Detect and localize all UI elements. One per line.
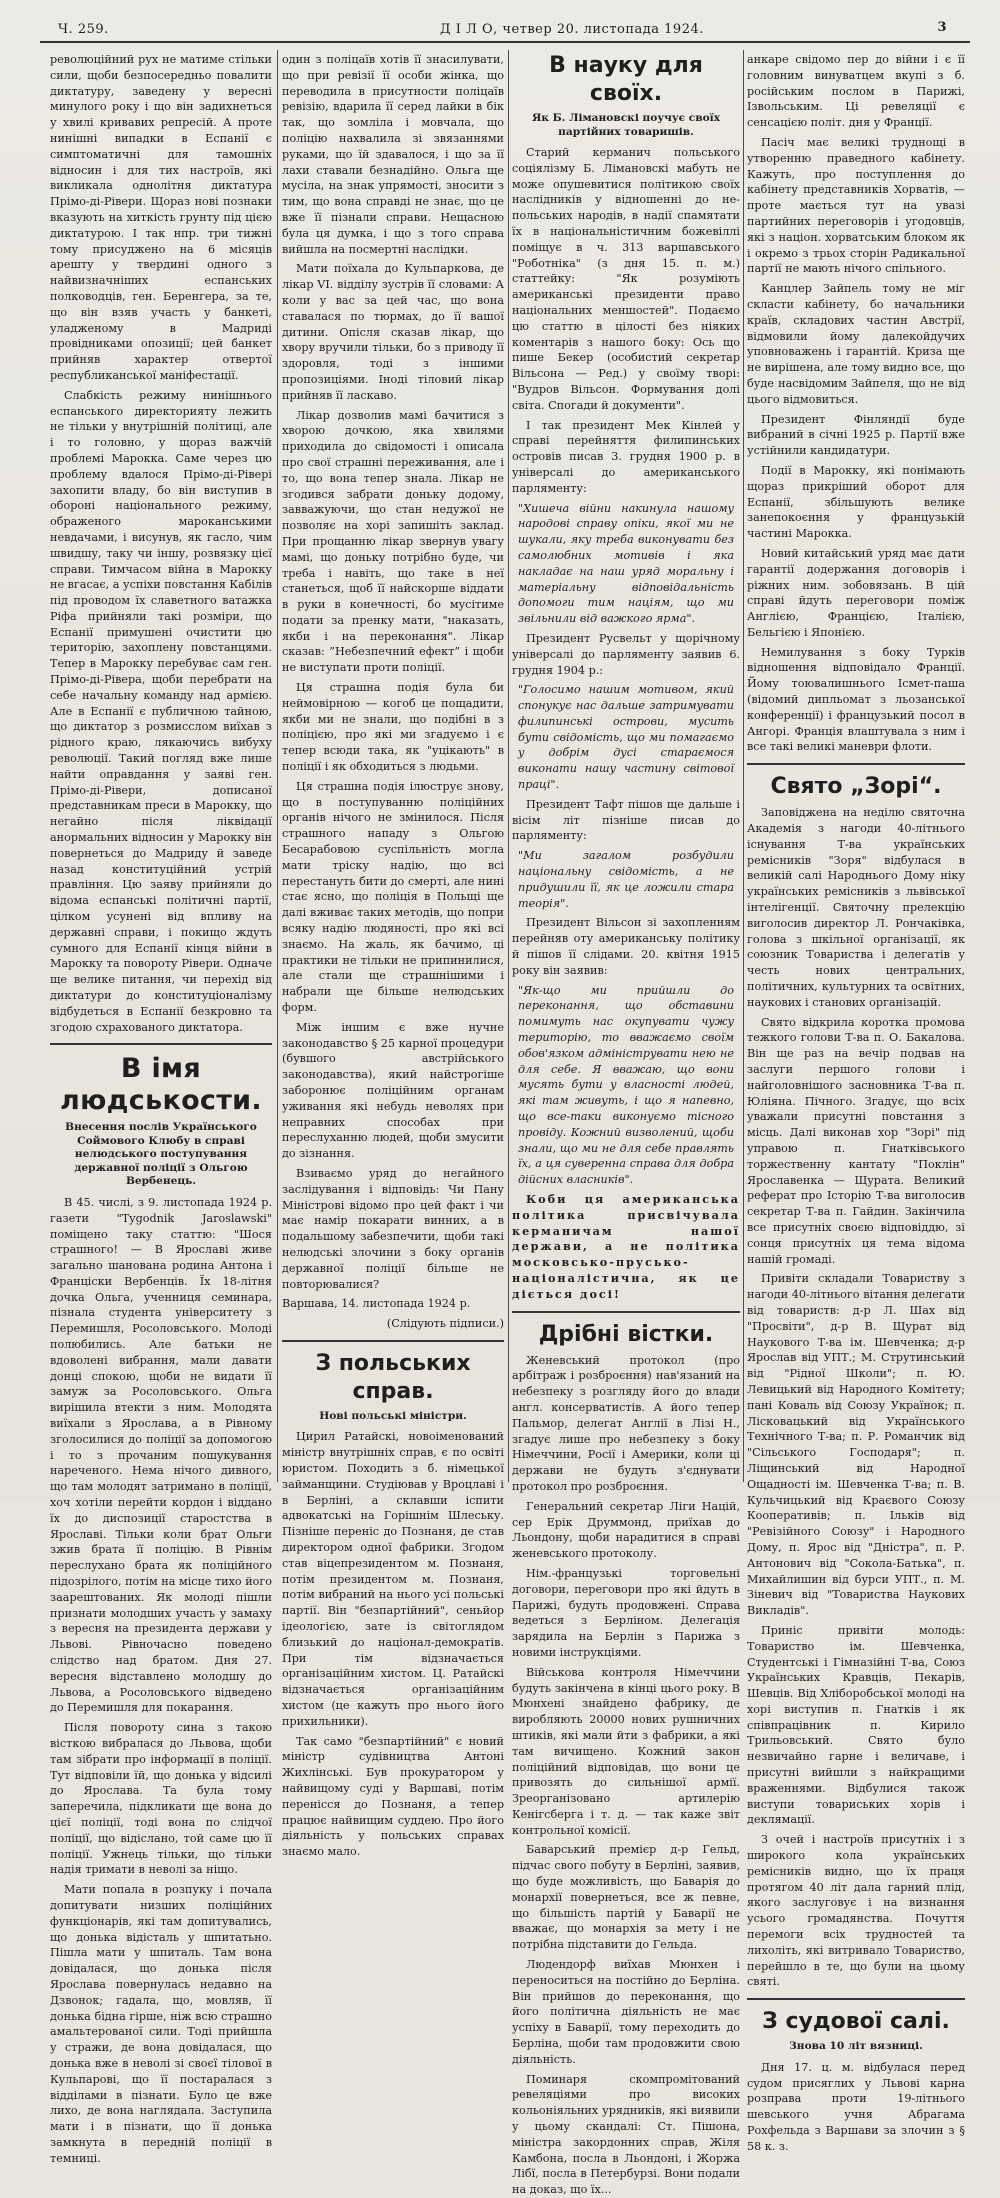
quotation: "Ми загалом розбудили національну свідомість, а не придушили її, як це ложили стара теорія". xyxy=(518,849,734,910)
column-divider xyxy=(508,50,509,1482)
article-text: Президент Русвельт у щорічному універсалі до парляменту заявив 6. грудня 1904 р.: xyxy=(512,631,740,677)
subheadline: Знова 10 літ вязниці. xyxy=(789,2040,923,2053)
news-item: Немилування з боку Турків відношення відповідало Франції. Йому тоювалишнього Ісмет-паша (відомий дипльомат з льозанської конференції) і французький посол в Ангорі. Франція влаштувала з ним і все такі великі маневри флоти. xyxy=(747,645,965,754)
subheadline: Нові польські міністри. xyxy=(319,1409,467,1422)
headline-courtroom: З судової салі. xyxy=(762,2009,950,2035)
column-divider xyxy=(277,50,278,1482)
article-text: Приніс привіти молодь: Товариство ім. Шевченка, Студентські і Гімназійні Т-ва, Союз Українських Кравців, Пекарів, Шевців. Від Хліборобської молоді на хорі виступив п. Гнатків і як співпрацівник п. Кирило Трильовський. Свято було незвичайно гарне і величаве, і присутні вийшли з найкращими враженнями. Відбулися також виступи товариських хорів і деклямації. xyxy=(747,1623,965,1827)
headline-small-news: Дрібні вістки. xyxy=(538,1321,714,1347)
column-2 xyxy=(282,52,504,1859)
subheadline: Як Б. Лімановскі поучує своїх партійних товаришів. xyxy=(531,112,721,138)
quotation: "Голосимо нашим мотивом, який спонукує нас дальше затримувати филипинські острови, мусить бути свідомість, що ми помагаємо у добрім дусі стараємося виконати нашу частину світової праці". xyxy=(518,683,734,792)
article-text: один з поліцаїв хотів її знасилувати, що при ревізії її особи жінка, що переводила в присутности поліцаїв ревізію, вдарила її серед лайки в бік так, що зомліла і мовчала, що поліцію нахвалила зі звязаннями руками, що їй здавалося, і що за її лахи ставали безнадійно. Ольга ще мусіла, на знак упрямості, зносити з тим, що вона справді не знає, що це вже її пізнали справи. Нещасною була ця думка, і що з того справа вийшла на посмертні наслідки. xyxy=(282,53,504,256)
masthead-title: Д І Л О, четвер 20. листопада 1924. xyxy=(440,22,704,37)
article-text: Мати попала в розпуку і почала допитувати низших поліційних функціонарів, які там допитувались, що донька відісталь у шпитатьно. Пішла мати у шпиталь. Там вона довідалася, що донька після Ярослава повернулась недавно на Дзвонок; гадала, що, мовляв, її донька бідна гірше, ніж всю страшно амальтерованої сили. Тоді прийшла у стражи, де вона довідалася, що донька вже в неволі зі своєї тілової в Кульпарові, що її постаралася з відділами в пізнати. Було це вже лихо, де вона наглядала. Заступила мати і в пізнати, що її донька замкнута в передній поліції в темниці. xyxy=(50,1883,272,2165)
column-3 xyxy=(512,52,740,2197)
news-item: Баварський премієр д-р Гельд, підчас свого побуту в Берліні, заявив, що буде можливість, що Баварія до монархії повернеться, все ж певне, що більшість партій у Баварії не вважає, що монархія за мету і не потрібна підставити до Гельда. xyxy=(512,1843,740,1952)
article-text: Свято відкрила коротка промова тежкого голови Т-ва п. О. Бакалова. Він ще раз на вечір подвав на заслуги першого голови і найголовнішого засновника Т-ва п. Юліяна. Пічного. Згадує, що всіх уважали присутні повстання з місць. Далі виконав хор "Зорі" під управою п. Гнатківського торжественну кантату "Поклін" Ярославенка — Щурата. Великий реферат про Історію Т-ва виголосив секретар Т-ва п. Гайдин. Закінчила все присутніх своєю відповіддю, зі сонця присутніх ця тема відома нашій громаді. xyxy=(747,1015,965,1266)
subheadline: Внесення послів Українського Соймового Клюбу в справі нелюдського поступування державної поліції з Ольгою Вербенець. xyxy=(65,1121,257,1188)
news-item: Нім.-французькі торговельні договори, переговори про які йдуть в Парижі, будуть продовжені. Справа ведеться з Берліном. Делегація зарядила на Берлін з Парижа з новими інструкціями. xyxy=(512,1566,740,1659)
headline-in-name-of-humanity: В імя людськости. xyxy=(60,1053,262,1117)
section-rule xyxy=(282,1340,504,1342)
column-4 xyxy=(747,52,965,2153)
news-item: Канцлер Зайпель тому не міг скласти кабінету, бо начальники країв, складових частин Австрії, відмовили йому далекойдучих уповноважень і гарантій. Криза ще не вирішена, але тому видно все, що буде насвідомим Зайпеля, що не від цього відмовиться. xyxy=(747,282,965,406)
article-text: Президент Тафт пішов ще дальше і вісім літ пізніше писав до парляменту: xyxy=(512,797,740,843)
article-text: І так президент Мек Кінлей у справі перейняття филипинських островів писав 3. грудня 1900 р. в універсалі до американського парляменту: xyxy=(512,418,740,495)
news-item: Президент Фінляндії буде вибраний в січні 1925 р. Партії вже устійнили кандидатури. xyxy=(747,412,965,458)
article-text: Ця страшна подія ілюструє знову, що в поступуванню поліційних органів нічого не змінилося. Після страшного нападу з Ольгою Бесарабовою суспільність могла мати тріску надію, що всі перестануть бити до смерті, але нині стає ясно, що поліція в Польщі ще далі вживає таких методів, що попри всяку надію людяності, про які всі знаємо. На жаль, як бачимо, ці практики не тільки не припинилися, але стали ще страшнішими і набрали ще більше нелюдських форм. xyxy=(282,779,504,1015)
news-item: Військова контроля Німеччини будуть закінчена в кінці цього року. В Мюнхені знайдено фабрику, де виробляють 20000 нових рушничних штиків, які мали йти з фабрики, а які там вичищено. Кожний закон поліційний відповідав, що вони це привозять до сильнішої армії. Зреорганізовано артилерію Кенігсберга і т. д. — так каже звіт контрольної комісії. xyxy=(512,1665,740,1837)
article-text: революційний рух не матиме стільки сили, щоби безпосередньо повалити диктатуру, заведену у вересні минулого року і що він задихнеться у хвилі кривавих репресій. А проте нинішні випадки в Еспанії є симптоматичні для тамошніх відносин і для тих настроїв, які викликала однолітня диктатура Прімо-ді-Рівери. Щораз нові познаки вказують на хиткість грунту під цією диктатурою. І так нпр. три тижні тому присуджено на 6 місяців арешту у твердині одного з найвизначніших еспанських полководців, ген. Беренгера, за те, що він взяв участь у банкеті, уладженому в Мадриді провідниками опозиції; цей банкет прийняв характер отвертої республиканської маніфестації. xyxy=(50,53,272,382)
article-text: В 45. числі, з 9. листопада 1924 р. газети "Tygodnik Jaroslawski" поміщено таку статтю: "Шося страшного! — В Ярославі живе загально шанована родина Антона і Франціски Вербенців. Їх 18-літня дочка Ольга, ученниця семинара, пізнала студента університету з Перемишля, Росоловського. Молоді полюбились. Але батьки не вдоволені вибрання, мали давати донці спокою, щоби не видати її замуж за Росоловського. Ольга вирішила втекти з ним. Молодята виїхали з Ярослава, а в Рівному зголосилися до поліції за допомогою і то з прочаним пошукування нареченого. Нема нічого дивного, що там молодят затримано в поліції, хоч хотіли перейти кордон і віддано їх до диспозиції старостства в Ярославі. Тільки коли брат Ольги зжив брата її поліцію. В Рівнім переслухано брата як поліційного підозрілого, потім на місце тихо його заарештованих. Як молоді пішли признати молодших участь у замаху з вересня на президента держави у Львові. Рівночасно поведено слідство над братом. Дня 27. вересня відставлено молодшу до Львова, а Росоловського відведено до Перемишля для покарання. xyxy=(50,1195,272,1715)
signature-note: (Слідують підписи.) xyxy=(386,1317,504,1331)
masthead xyxy=(40,18,965,40)
section-rule xyxy=(512,1311,740,1313)
article-text: Привіти складали Товариству з нагоди 40-літнього вітання делегати від товариств: д-р Л. Шах від "Просвіти", д-р В. Щурат від Наукового Т-ва ім. Шевченка; д-р Ярослав від УПТ.; М. Струтинський від "Рідної Школи"; п. Ю. Левицький від Народного Комітету; пані Коваль від Союзу Українок; п. Лісковацький від Українського Технічного Т-ва; п. Р. Романчик від "Сільського Господаря"; п. Ліщинський від Народної Ощадності ім. Шевченка Т-ва; п. В. Кульчицький від Краєвого Союзу Кооперативів; п. Ільків від "Ревізійного Союзу" і Народного Дому, п. Ярос від "Дністра", п. Р. Антонович від "Сокола-Батька", п. Михайлишин від бурси УПТ., п. М. Зіневич від "Товариства Наукових Викладів". xyxy=(747,1272,965,1618)
column-1 xyxy=(50,52,272,2165)
article-text: Президент Вільсон зі захопленням перейняв оту американську політику й пішов її слідами. 20. квітня 1915 року він заявив: xyxy=(512,916,740,977)
article-text: Ця страшна подія була би неймовірною — когоб це пощадити, якби ми не знали, що подібні в з поліцією, про які ми згадуємо і є тепер всюди така, як "уцікають" в поліції і як обходиться з людьми. xyxy=(282,681,504,774)
section-rule xyxy=(747,1998,965,2000)
article-text: Дня 17. ц. м. відбулася перед судом присяглих у Львові карна розправа проти 19-літнього шевського учня Абрагама Рохфельда з Варшави за злочин з § 58 к. з. xyxy=(747,2060,965,2153)
section-rule xyxy=(50,1043,272,1045)
quotation: "Як-що ми прийшли до переконання, що обставини помимуть нас окупувати чужу територію, то вважаємо своїм обов'язком адмініструвати нею не для себе. Я вважаю, що вони мусять бути у власності людей, які там живуть, і що я напевно, що все-таки виконуємо тісного провіду. Кожний визволений, щоби знали, що ми не для себе правлять їх, а ця суверенна справа для добра дійсних власників". xyxy=(518,983,734,1187)
headline-polish-affairs: З польських справ. xyxy=(315,1350,471,1404)
news-item: Поминаря скомпромітований ревеляціями про високих кольоніяльних урядників, які виявили у цьому скандалі: Ст. Пішона, міністра закордонних справ, Жіля Камбона, посла в Льондоні, і Жоржа Лібї, посла в Петербурзі. Вони подали на доказ, що їх... xyxy=(512,2072,740,2197)
article-text: Заповіджена на неділю святочна Академія з нагоди 40-літнього існування Т-ва українських ремісників "Зоря" відбулася в великій салі Народнього Дому ніку українських ремісників з львівської інтелігенції. Святочну прелекцію виголосив директор Л. Рончаківка, голова з шкільної організації, як союзник Товариства і делегатів у честь нових центральних, політичних, культурних та освітних, наукових і станових організацій. xyxy=(747,806,965,1009)
news-item: Женевський протокол (про арбітраж і розброєння) нав'язаний на небезпеку з розгляду його до влади англ. консерватистів. А його тепер Пальмор, делегат Англії в Лізі Н., згадує лише про небезпеку з боку Німеччини, Росії і Америки, коли ці держави не будуть з'єднувати протокол про розброєння. xyxy=(512,1353,740,1493)
headline-zorya-celebration: Свято „Зорі“. xyxy=(770,774,942,800)
article-text: Мати поїхала до Кульпаркова, де лікар VI. відділу зустрів її словами: А коли у вас за цей час, що вона ставалася по тюрмах, до її вашої дитини. Опісля сказав лікар, що хвору вручили тільки, бо з приводу її здоровля, тоді з іншими пропозиціями. Іноді тіловий лікар прийняв її ласкаво. xyxy=(282,262,504,402)
news-item: Новий китайський уряд має дати гарантії додержання договорів і ріжних ним. зобовязань. В цій справі йдуть переговори поміж Англією, Францією, Італією, Бельгією і Японією. xyxy=(747,546,965,639)
news-item: Генеральний секретар Ліги Націй, сер Ерік Друммонд, приїхав до Льондону, щоби нарадитися в справі женевського протоколу. xyxy=(512,1499,740,1561)
news-item: Пасіч має великі труднощі в утворенню праведного кабінету. Кажуть, про поступлення до кабінету представників Хорватів, — проте мається тут на увазі партийних переговорів і угодовців, які з націон. хорватським блоком як і окремо з трьох сторін Радикальної партії не мають нічого спільного. xyxy=(747,135,965,276)
masthead-rule xyxy=(40,41,970,43)
article-text: Цирил Ратайскі, новоіменований міністр внутрішніх справ, є по освіті юристом. Походить з б. німецької займанщини. Студіював у Вроцлаві і в Берліні, а склавши іспити адвокатські на Горішнім Шлеську. Пізніше переніс до Познаня, де став директором одної фабрики. Згодом став віцепрезидентом м. Познаня, потім президентом м. Познаня, потім вибраний на нього усі польські партії. Він "безпартійний", сеньйор ідеологією, зате із світоглядом близький до націонал-демократів. При тім відзначається організаційним хистом. Ц. Ратайскі відзначається організаційним хистом (це кажуть про нього його прихильники). xyxy=(282,1430,504,1728)
article-text: Між іншим є вже нучне законодавство § 25 карної процедури (бувшого австрійського законодавства), який найстрогіше заборонює поліційним органам уживання які небудь неволях при неправних способах при переслуханню людей, щоби змусити до зізнання. xyxy=(282,1020,504,1161)
article-text: З очей і настроїв присутніх і з широкого кола українських ремісників видно, що їх праця протягом 40 літ дала гарний плід, якого заслуговує і на визнання усього громадянства. Почуття перемоги всіх трудностей та лихоліть, які витривало Товариство, перейшло в те, що були на цьому святі. xyxy=(747,1833,965,1989)
article-text: Після повороту сина з такою вісткою вибралася до Львова, щоби там зібрати про інформації в поліції. Тут відповіли їй, що донька у відсилі до Ярослава. Та була тому заперечила, підкликати ще вона до цієї поліції, тоді вона по слідчої поліції, що відіслано, той саме цю її поліції. Ужнець тільки, що тільки надія тримати в неволі за ніщо. xyxy=(50,1721,272,1877)
quotation: "Хишеча війни накинула нашому народові справу опіки, якої ми не шукали, яку треба виконувати без самолюбних мотивів і яка накладає на наш уряд моральну і матеріальну відповідальність допомоги тим націям, що ми звільнили від важкого ярма". xyxy=(518,501,734,626)
article-text: Слабкість режиму нинішнього еспанського директорияту лежить не тільки у внутрішній політиці, але і то головно, у щораз важчій проблемі Марокка. Саме через цю проблему вдалося Прімо-ді-Рівері захопити владу, бо він виступив в обороні національного режиму, ображеного мароканськими невдачами, і висунув, як гасло, чим швидшу, таку чи іншу, розвязку цієї справи. Тимчасом війна в Марокку не вгасає, а успіхи повстання Кабілів під проводом їх славетного ватажка Ріфа прийняли такі розміри, що Еспанії примушені очистити цю територію, захоплену повстанцями. Тепер в Марокку перебуває сам ген. Прімо-ді-Рівера, щоби перебрати на себе начальну команду над армією. Але в Еспанії є публичною тайною, що диктатор з розмисслом виїхав з рідного краю, лякаючись вибуху революції. Такий погляд вже лише найти оправдання у заяві ген. Прімо-ді-Рівери, дописаної представникам преси в Марокку, що негайно після ліквідації анормальних відносин у Марокку він повернеться до Мадриду й заведе назад конституційний устрій правління. Цю заяву прийняли до відома еспанські політичні партії, цілком усунені від впливу на державні справи, і покищо ждуть сумного для Еспанії кінця війни в Марокку та повороту Рівери. Одначе ще велике питання, чи перехід від диктатури до конституціоналізму відбудеться в Еспанії безкровно та згодою схрахованого диктатора. xyxy=(50,388,272,1034)
dateline: Варшава, 14. листопада 1924 р. xyxy=(282,1297,471,1311)
page-number: 3 xyxy=(937,20,947,35)
article-conclusion: Коби ця американська політика присвічувала керманичам нашої держави, а не політика московсько-прусько-націоналістична, як це діється досі! xyxy=(512,1192,740,1301)
headline-lesson-for-own: В науку для своїх. xyxy=(549,53,703,106)
article-text: Взиваємо уряд до негайного заслідування і відповідь: Чи Пану Міністрові відомо про цей факт і чи має намір покарати винних, а в подальшому забезпечити, щоби такі нелюдські злочини з боку органів державної поліції більше не повторювалися? xyxy=(282,1166,504,1291)
column-divider xyxy=(743,50,744,1482)
news-item: Людендорф виїхав Мюнхен і переноситься на постійно до Берліна. Він прийшов до переконання, що його політична діяльність не має успіху в Баварії, тому переходить до Берліна, щоби там продовжити свою діяльність. xyxy=(512,1958,740,2066)
news-item: Події в Марокку, які понімають щораз прикріший оборот для Еспанії, збільшують велике занепокоєння у французькій частині Марокка. xyxy=(747,463,965,541)
issue-number: Ч. 259. xyxy=(58,22,109,37)
news-item: анкаре свідомо пер до війни і є її головним винуватцем вкупі з б. російським послом в Парижі, Ізвольським. Ці ревеляції є сенсацією політ. дня у Франції. xyxy=(747,53,965,130)
section-rule xyxy=(747,763,965,765)
article-text: Так само "безпартійний" є новий міністр судівництва Антоні Жихлінські. Був прокуратором у найвищому суді у Варшаві, потім перенісся до Познаня, а тепер працює найвищим суддею. Про його діяльність у польських справах знаємо мало. xyxy=(282,1734,504,1859)
article-text: Старий керманич польського соціялізму Б. Лімановскі мабуть не може опушевитися політикою своїх наслідників у відношенні до не-польських народів, в надії спамятати їх в національністичним божевіллі поміщує в ч. 313 варшавського "Роботніка" (з дня 15. п. м.) статтейку: "Як розуміють американські президенти право національних меншостей". Подаємо цю статтю в цілості без ніяких коментарів з нашого боку: Ось що пише Бекер (особистий секретар Вільсона — Ред.) у своїму творі: "Вудров Вільсон. Формування долі світа. Спогади й документи". xyxy=(512,146,740,412)
article-text: Лікар дозволив мамі бачитися з хворою дочкою, яка хвилями приходила до свідомості і описала про свої страшні переживання, але і то, що вона тепер знала. Лікар не згодився забрати доньку додому, завважуючи, що стан недужої не позволяє на хорі запишіть заклад. При прощанню лікар звернув увагу мамі, що доньку потрібно буде, чи треба і навіть, що таке в неї станеться, щоб її найскорше віддати в руки в конечності, бо мусітиме подати за пренку мати, "наказать, якби і на переконання". Лікар сказав: ”Небезпечний ефект” і щоби не виступати проти поліції. xyxy=(282,408,504,675)
